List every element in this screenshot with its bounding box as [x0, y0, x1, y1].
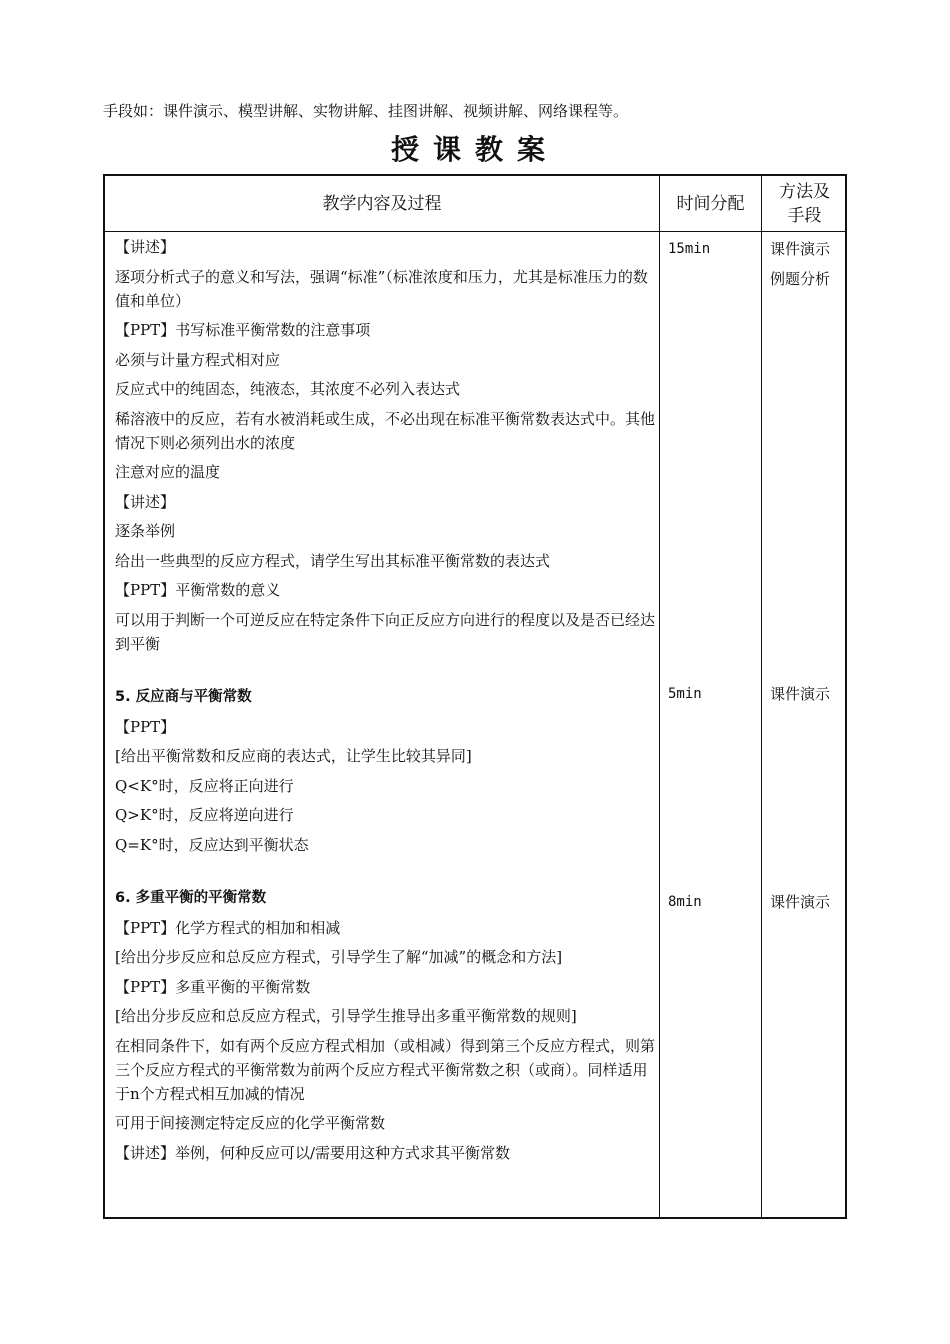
paragraph: Q>K°时，反应将逆向进行: [115, 806, 294, 824]
method-cell: [770, 682, 830, 712]
method-label: 例题分析: [770, 269, 831, 288]
time-allocation: 5min: [668, 686, 702, 702]
method-label: 课件演示: [770, 240, 831, 258]
header-divider: [105, 231, 845, 232]
paragraph: [给出平衡常数和反应商的表达式，让学生比较其异同]: [115, 747, 472, 765]
paragraph: 【讲述】: [115, 238, 176, 256]
paragraph: 反应式中的纯固态，纯液态，其浓度不必列入表达式: [115, 380, 461, 398]
header-method: [762, 176, 847, 231]
lesson-plan-table: [103, 174, 847, 1219]
paragraph: 【讲述】: [115, 492, 176, 511]
paragraph: 【PPT】平衡常数的意义: [115, 581, 281, 599]
time-allocation: 8min: [668, 894, 702, 910]
paragraph: 【PPT】书写标准平衡常数的注意事项: [115, 321, 371, 339]
paragraph: 逐条举例: [115, 522, 176, 540]
method-label: 课件演示: [770, 893, 831, 911]
column-divider: [761, 176, 762, 1217]
header-time: 时间分配: [676, 193, 745, 214]
paragraph: 可以用于判断一个可逆反应在特定条件下向正反应方向进行的程度以及是否已经达到平衡: [115, 610, 656, 653]
section-heading: 5. 反应商与平衡常数: [115, 689, 252, 705]
method-label: 课件演示: [770, 685, 831, 703]
paragraph: 必须与计量方程式相对应: [115, 350, 281, 369]
paragraph: 可用于间接测定特定反应的化学平衡常数: [115, 1114, 386, 1132]
section-heading: 6. 多重平衡的平衡常数: [115, 890, 267, 906]
paragraph: 稀溶液中的反应，若有水被消耗或生成，不必出现在标准平衡常数表达式中。其他情况下则必须列出水的浓度: [115, 409, 656, 452]
page-title: 授课教案: [390, 133, 559, 166]
method-cell: [770, 237, 830, 296]
column-divider: [659, 176, 660, 1217]
content-column: [115, 235, 655, 1170]
header-method-line1: 方法及: [779, 181, 830, 202]
paragraph: [给出分步反应和总反应方程式，引导学生了解“加减”的概念和方法]: [115, 948, 563, 966]
paragraph: 给出一些典型的反应方程式，请学生写出其标准平衡常数的表达式: [115, 551, 551, 570]
paragraph: 【PPT】化学方程式的相加和相减: [115, 918, 341, 937]
paragraph: Q=K°时，反应达到平衡状态: [115, 835, 309, 854]
header-content: 教学内容及过程: [322, 193, 442, 214]
paragraph: 【PPT】: [115, 717, 176, 736]
paragraph: 注意对应的温度: [115, 463, 221, 481]
paragraph: Q<K°时，反应将正向进行: [115, 776, 294, 795]
paragraph: 【PPT】多重平衡的平衡常数: [115, 977, 311, 996]
method-cell: [770, 890, 830, 920]
paragraph: [给出分步反应和总反应方程式，引导学生推导出多重平衡常数的规则]: [115, 1007, 577, 1025]
paragraph: 逐项分析式子的意义和写法，强调“标准”（标准浓度和压力，尤其是标准压力的数值和单位）: [115, 267, 648, 310]
time-allocation: 15min: [668, 241, 711, 257]
header-note: 手段如：课件演示、模型讲解、实物讲解、挂图讲解、视频讲解、网络课程等。: [103, 102, 629, 120]
header-method-line2: 手段: [787, 205, 822, 226]
paragraph: 【讲述】举例，何种反应可以/需要用这种方式求其平衡常数: [115, 1143, 511, 1162]
paragraph: 在相同条件下，如有两个反应方程式相加（或相减）得到第三个反应方程式，则第三个反应方程式的平衡常数为前两个反应方程式平衡常数之积（或商）。同样适用于n个方程式相互加减的情况: [115, 1036, 656, 1103]
